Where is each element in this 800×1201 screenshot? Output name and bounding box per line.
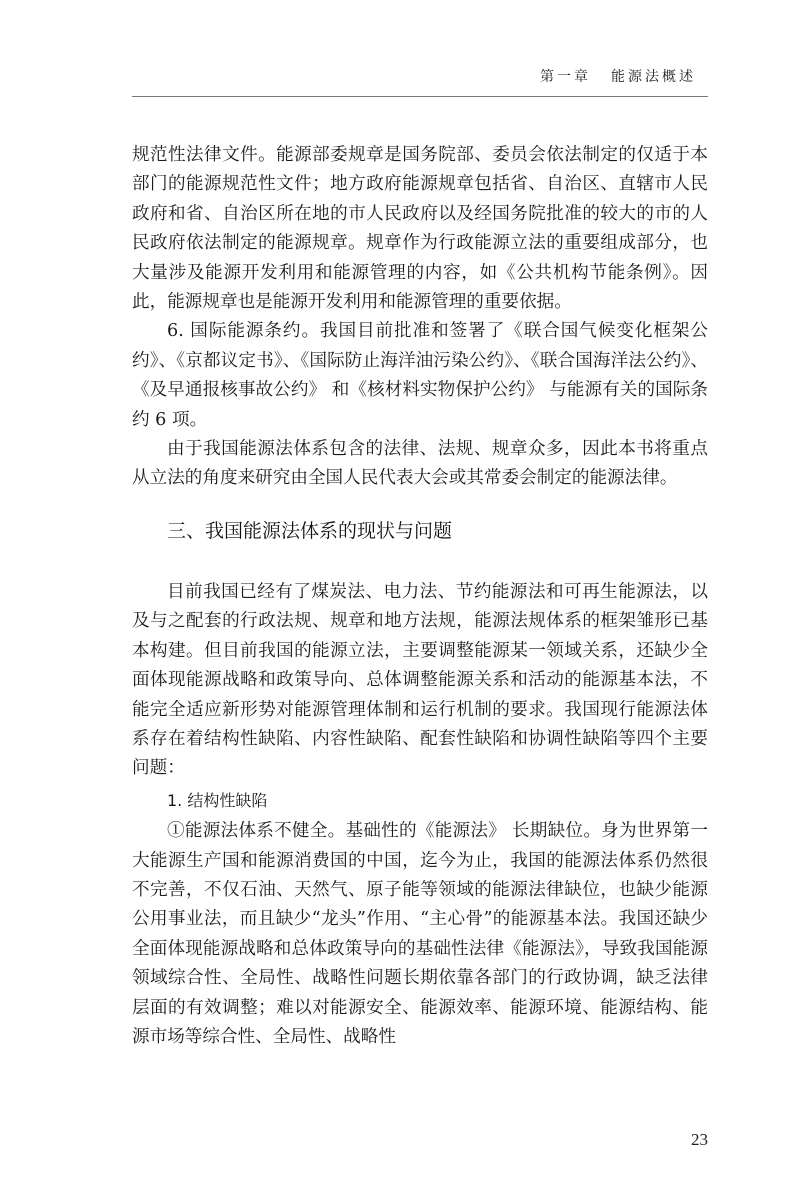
sub-heading: 1. 结构性缺陷 (167, 790, 268, 810)
paragraph: 6. 国际能源条约。我国目前批准和签署了《联合国气候变化框架公约》、《京都议定书》、《国际防止海洋油污染公约》、《联合国海洋法公约》、《及早通报核事故公约》 和《核材料实物保护公约》 与能源有关的国际条约 6 项。 (132, 321, 708, 430)
section-heading: 三、我国能源法体系的现状与问题 (167, 519, 453, 542)
chapter-title: 能源法概述 (611, 69, 696, 85)
chapter-number: 第一章 (540, 69, 591, 85)
header-rule (132, 96, 708, 97)
paragraph: 目前我国已经有了煤炭法、电力法、节约能源法和可再生能源法，以及与之配套的行政法规、规章和地方法规，能源法规体系的框架雏形已基本构建。但目前我国的能源立法，主要调整能源某一领域关系，还缺少全面体现能源战略和政策导向、总体调整能源关系和活动的能源基本法，不能完全适应新形势对能源管理体制和运行机制的要求。我国现行能源法体系存在着结构性缺陷、内容性缺陷、配套性缺陷和协调性缺陷等四个主要问题： (132, 581, 708, 779)
page-body (132, 141, 708, 1052)
paragraph: ①能源法体系不健全。基础性的《能源法》 长期缺位。身为世界第一大能源生产国和能源消费国的中国，迄今为止，我国的能源法体系仍然很不完善，不仅石油、天然气、原子能等领域的能源法律缺位，也缺少能源公用事业法，而且缺少“龙头”作用、“主心骨”的能源基本法。我国还缺少全面体现能源战略和总体政策导向的基础性法律《能源法》，导致我国能源领域综合性、全局性、战略性问题长期依靠各部门的行政协调，缺乏法律层面的有效调整；难以对能源安全、能源效率、能源环境、能源结构、能源市场等综合性、全局性、战略性 (132, 821, 708, 1047)
running-header (540, 66, 696, 86)
paragraph: 由于我国能源法体系包含的法律、法规、规章众多，因此本书将重点从立法的角度来研究由全国人民代表大会或其常委会制定的能源法律。 (132, 439, 708, 489)
page-number: 23 (691, 1130, 708, 1149)
paragraph: 规范性法律文件。能源部委规章是国务院部、委员会依法制定的仅适于本部门的能源规范性文件；地方政府能源规章包括省、自治区、直辖市人民政府和省、自治区所在地的市人民政府以及经国务院批准的较大的市的人民政府依法制定的能源规章。规章作为行政能源立法的重要组成部分，也大量涉及能源开发利用和能源管理的内容，如《公共机构节能条例》。因此，能源规章也是能源开发利用和能源管理的重要依据。 (132, 145, 708, 313)
